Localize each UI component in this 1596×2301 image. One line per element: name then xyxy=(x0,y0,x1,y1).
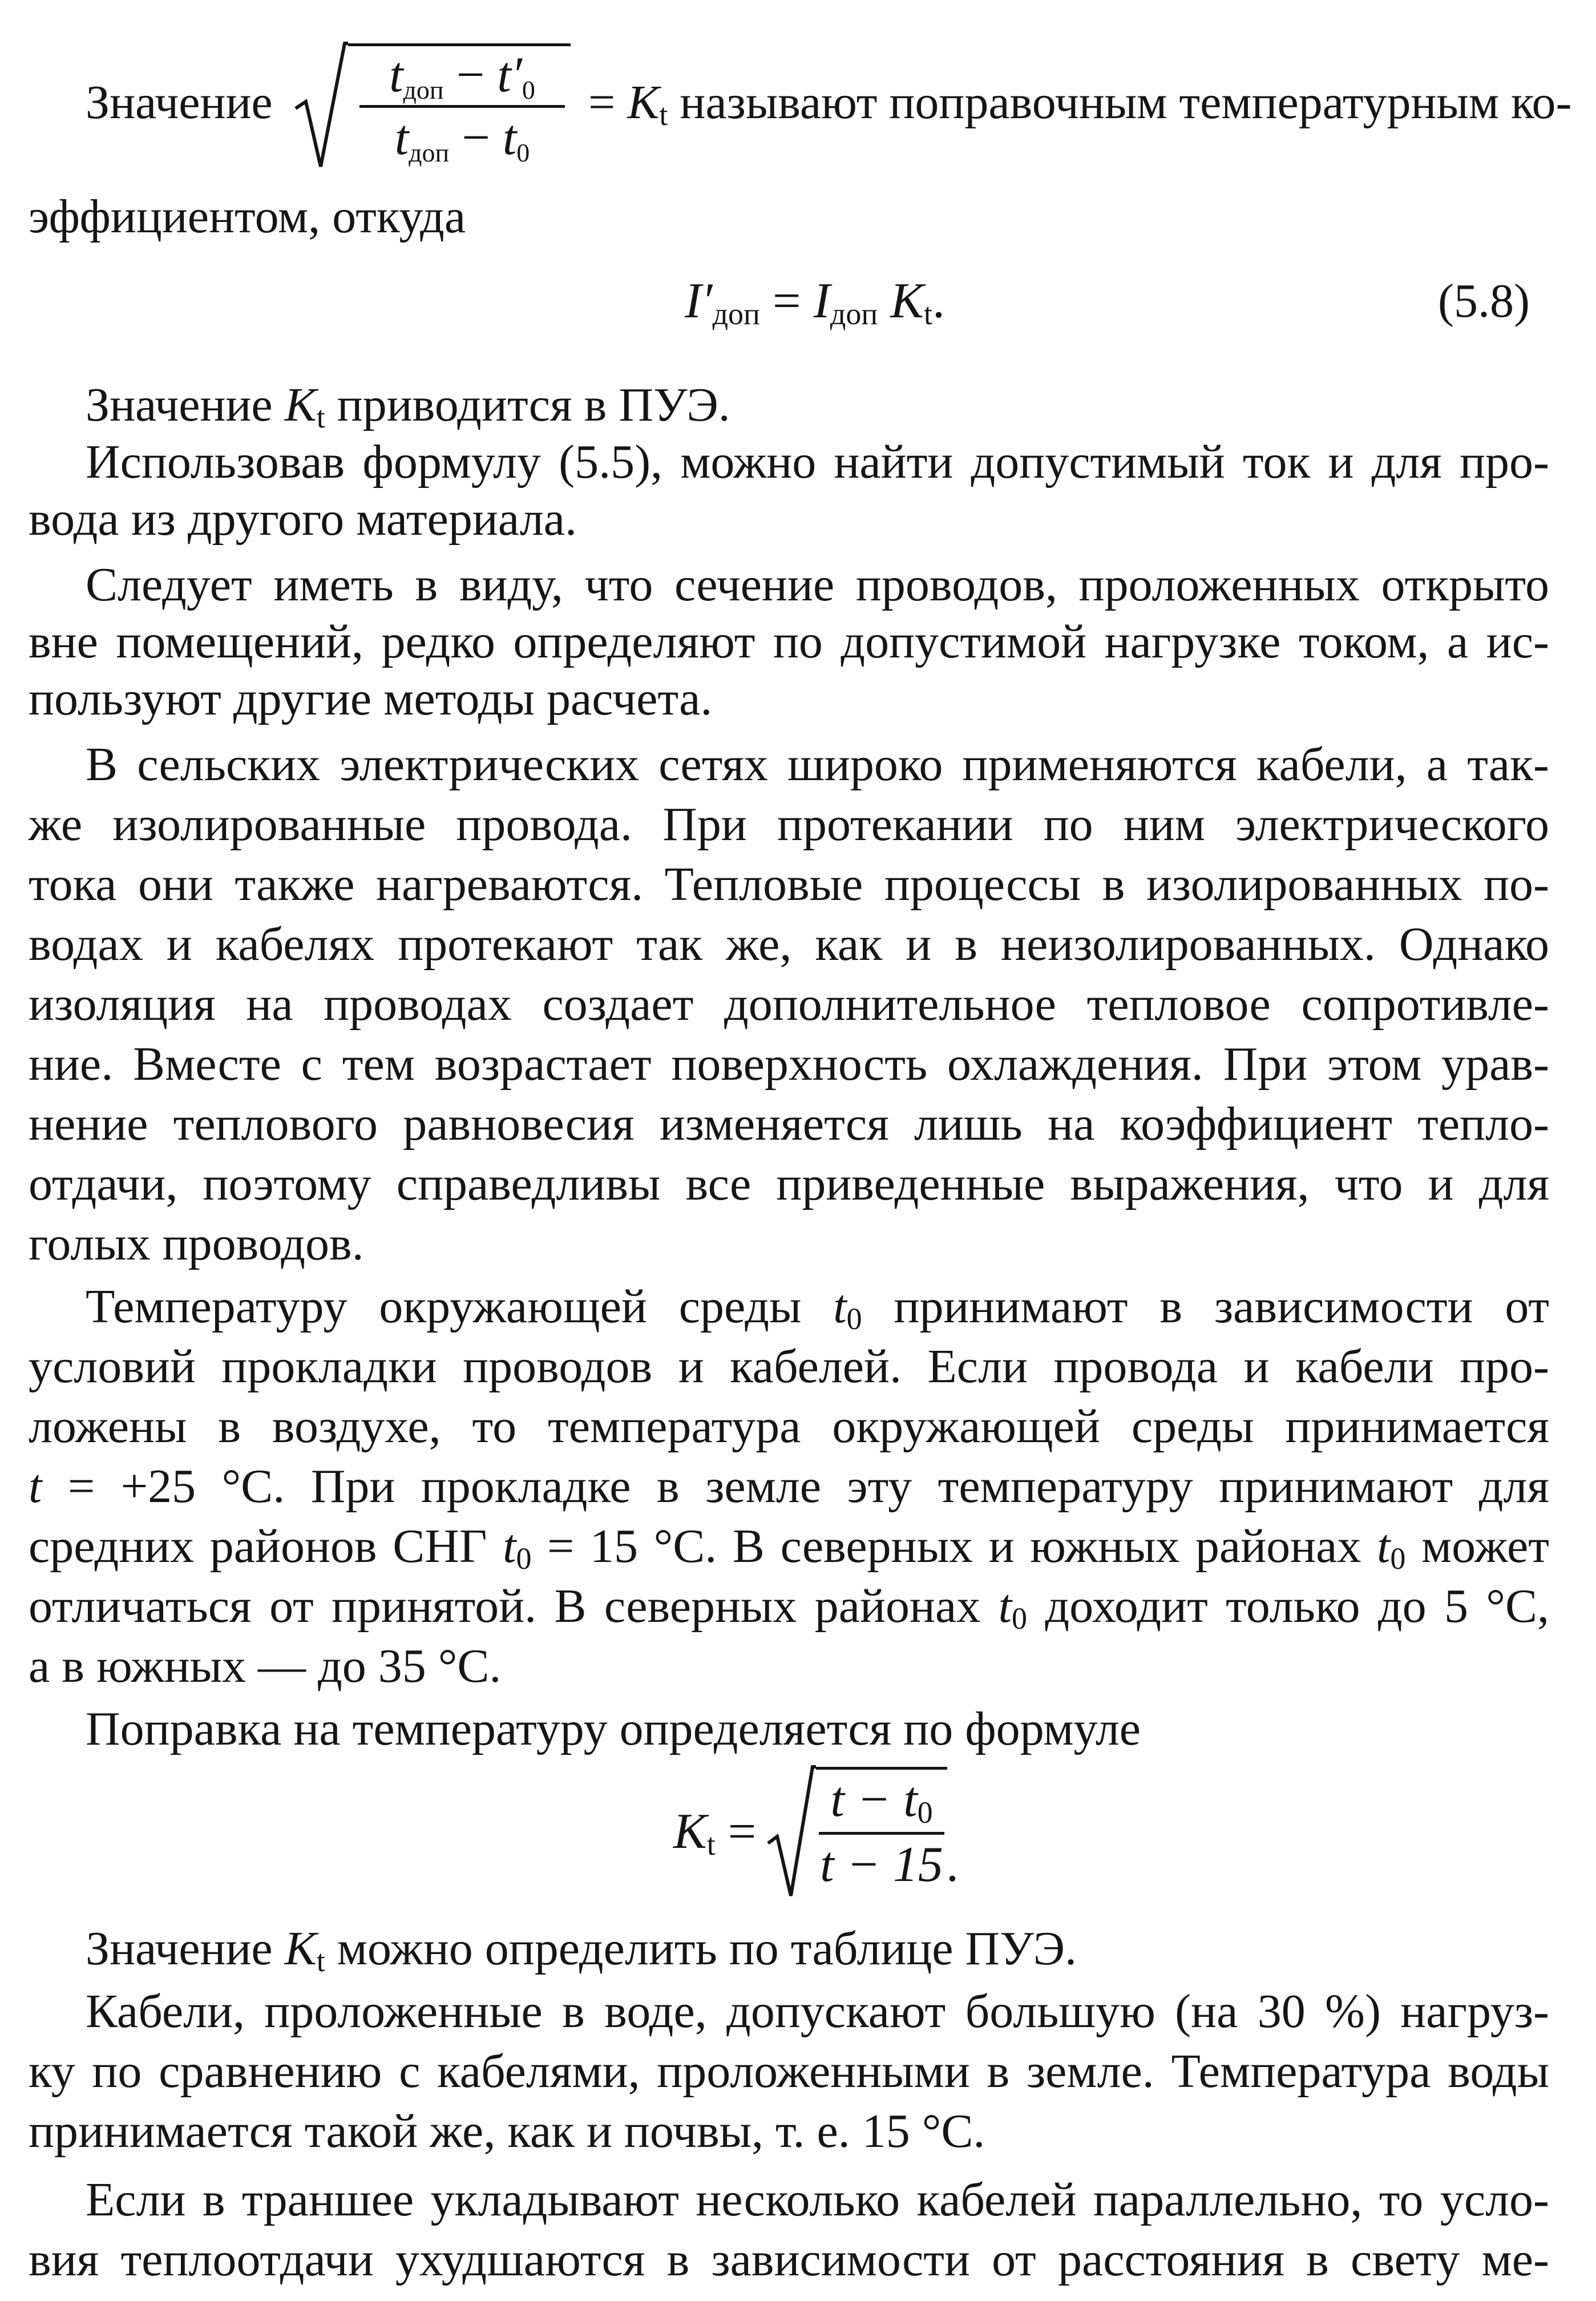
text-line: эффициентом, откуда xyxy=(29,190,466,243)
formula-5-8: $I'_{доп} = I_{доп}$ $K_t$. xyxy=(685,273,945,331)
text-line: вода из другого материала. xyxy=(29,493,577,546)
kt-formula-denominator: t − 15 xyxy=(820,1837,943,1892)
text-line: ку по сравнению с кабелями, проложенными в земле. Температура воды xyxy=(29,2045,1549,2098)
text-line: изоляция на проводах создает дополнительное тепловое сопротивле- xyxy=(29,978,1549,1031)
text-line: отличаться от принятой. В северных районах $t_0$ доходит только до 5 °С, xyxy=(29,1580,1549,1636)
kt-definition-line xyxy=(86,40,1572,171)
kt-definition-tail: = $K_t$ называют поправочным температурным ко- xyxy=(576,76,1572,132)
text-line: пользуют другие методы расчета. xyxy=(29,672,713,725)
text-line: условий прокладки проводов и кабелей. Если провода и кабели про- xyxy=(29,1340,1549,1393)
kt-formula-bar xyxy=(819,1832,944,1835)
text-line: В сельских электрических сетях широко применяются кабели, а так- xyxy=(86,738,1549,791)
text-line: Если в траншее укладывают несколько кабелей параллельно, то усло- xyxy=(86,2173,1549,2226)
text-line: Значение $K_t$ приводится в ПУЭ. xyxy=(86,378,730,434)
text-line: Температуру окружающей среды $t_0$ принимают в зависимости от xyxy=(86,1280,1549,1336)
text-line: ние. Вместе с тем возрастает поверхность охлаждения. При этом урав- xyxy=(29,1038,1549,1091)
text-line: Кабели, проложенные в воде, допускают большую (на 30 %) нагруз- xyxy=(86,1985,1549,2038)
text-line: тока они также нагреваются. Тепловые процессы в изолированных по- xyxy=(29,858,1549,911)
text-line: водах и кабелях протекают так же, как и в неизолированных. Однако xyxy=(29,918,1549,971)
text-line: Следует иметь в виду, что сечение проводов, проложенных открыто xyxy=(86,558,1549,611)
text-line: принимается такой же, как и почвы, т. е. 15 °С. xyxy=(29,2105,985,2158)
text-line: нение теплового равновесия изменяется лишь на коэффициент тепло- xyxy=(29,1097,1549,1150)
text-line: вне помещений, редко определяют по допустимой нагрузке током, а ис- xyxy=(29,615,1549,668)
text-line: t = +25 °С. При прокладке в земле эту температуру принимают для xyxy=(29,1460,1549,1513)
kt-numerator: $t_{доп} - t'_0$ xyxy=(389,47,535,104)
text-line: Значение $K_t$ можно определить по таблице ПУЭ. xyxy=(86,1922,1077,1978)
radical-sign-icon xyxy=(291,40,348,171)
kt-denominator: $t_{доп} - t_0$ xyxy=(394,110,530,167)
text-line: ложены в воздухе, то температура окружающей среды принимается xyxy=(29,1400,1549,1453)
kt-definition-lead: Значение xyxy=(86,76,273,129)
text-line: вия теплоотдачи ухудшаются в зависимости от расстояния в свету ме- xyxy=(29,2233,1549,2286)
kt-radical-formula xyxy=(291,40,571,171)
radical-sign-icon xyxy=(765,1763,816,1900)
text-line: средних районов СНГ $t_0 = 15$ °С. В северных и южных районах $t_0$ может xyxy=(29,1520,1549,1576)
kt-fraction-bar xyxy=(359,105,565,108)
formula-kt: $K_t$ = $t - t_0$ t − 15 . xyxy=(673,1763,970,1900)
text-line: отдачи, поэтому справедливы все приведенные выражения, что и для xyxy=(29,1157,1549,1210)
text-line: Поправка на температуру определяется по формуле xyxy=(86,1702,1141,1755)
text-line: голых проводов. xyxy=(29,1217,364,1270)
kt-lhs: $K_t$ = xyxy=(673,1804,757,1862)
equation-number-5-8: (5.8) xyxy=(1438,274,1530,328)
text-line: же изолированные провода. При протекании по ним электрического xyxy=(29,798,1549,851)
kt-formula-numerator: $t - t_0$ xyxy=(830,1772,933,1830)
text-line: Использовав формулу (5.5), можно найти допустимый ток и для про- xyxy=(86,435,1549,489)
text-line: а в южных — до 35 °С. xyxy=(29,1640,502,1693)
